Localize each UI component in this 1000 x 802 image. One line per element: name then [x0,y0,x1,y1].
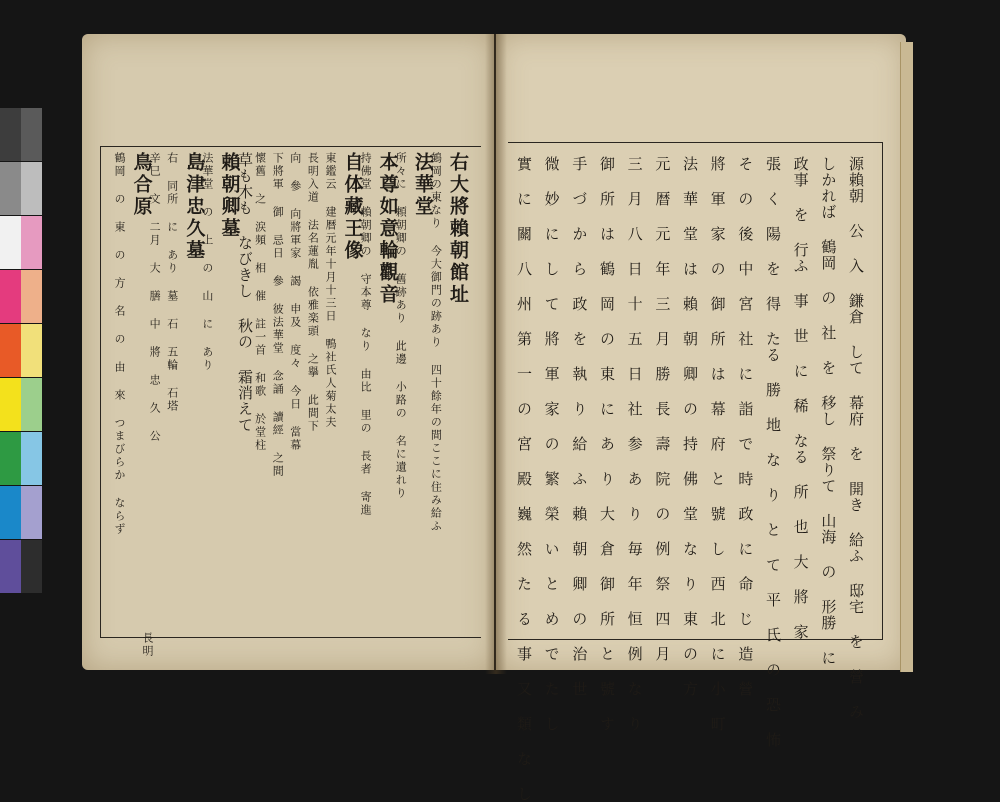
left-page-column: 草も木も なびきし 秋の 霜消えて [236,152,255,433]
color-swatch [0,162,21,215]
color-calibration-bar [0,108,42,598]
right-page-column: 將 軍 家 の 御 所 は 幕 府 と 號 し 西 北 に 小 町 [708,156,727,732]
right-page-column: しかれば 鶴岡 の 社 を 移し 祭りて 山海 の 形勝 に [819,156,838,666]
left-page-column: 鶴岡の東なり 今大御門の跡あり 四十餘年の間ここに住み給ふ [429,152,443,533]
right-page-column: 張 く 陽 を 得 たる 勝 地 な り と て 平 氏 の 恐 怖 [764,156,782,748]
open-book [82,34,912,802]
color-swatch [21,108,42,161]
color-swatch [0,270,21,323]
left-page-column: 自体藏王像 [341,152,364,262]
color-swatch [0,432,21,485]
right-page-column: 實 に 關 八 州 第 一 の 宮 殿 巍 然 た る 事 又 類 な し [515,156,533,802]
left-page-column: 本尊如意輪觀音 [376,152,399,306]
right-page-column: 元 暦 元 年 三 月 勝 長 壽 院 の 例 祭 四 月 [653,156,672,662]
right-page-column: 法 華 堂 は 賴 朝 卿 の 持 佛 堂 な り 東 の 方 [681,156,699,697]
right-page-column: 政事 を 行ふ 事 世 に 稀 なる 所 也 大 將 家 [791,156,810,640]
color-swatch [0,108,21,161]
left-page [82,34,494,670]
footnote: 長明 [141,632,154,658]
right-page-column: そ の 後 中 宮 社 に 詣 で 時 政 に 命 じ 造 營 [736,156,755,697]
color-swatch [21,270,42,323]
left-page-column: 鳥合原 [130,152,153,218]
right-page-column: 源賴朝 公 入 鎌倉 して 幕府 を 開き 給ふ 邸宅 を 營 み [847,156,865,720]
left-page-column: 鶴岡 の 東 の 方 名 の 由 來 つまびらか ならず [113,152,126,536]
color-swatch [21,432,42,485]
right-page-column: 手 づ か ら 政 を 執 り 給 ふ 賴 朝 卿 の 治 世 [570,156,589,697]
right-page-column: 御 所 は 鶴 岡 の 東 に あ り 大 倉 御 所 と 號 す [598,156,616,732]
color-swatch [21,162,42,215]
color-swatch [0,216,21,269]
left-page-column: 所々に 頼朝卿の 舊跡あり 此邊 小路の 名に遺れり [394,152,408,500]
color-swatch [0,324,21,377]
left-page-column: 向 參 向將軍家 謁 申及 度々 今日 當幕 [288,152,302,452]
left-page-column: 右大將賴朝館址 [447,152,469,306]
color-swatch [21,324,42,377]
left-page-column: 長明入道 法名蓮胤 依雅楽頭 之擧 此間下 [306,152,320,433]
left-page-column: 賴朝卿墓 [218,152,241,240]
left-page-column: 法華堂 [411,152,434,218]
left-page-column: 持佛堂 賴朝卿の 守本尊 なり 由比 里の 長者 寄進 [359,152,373,517]
color-swatch [21,540,42,593]
left-page-column: 島津忠久墓 [183,152,206,262]
left-page-column: 辛巳 文 二月 大 膳 中 將 忠 久 公 [148,152,162,443]
color-swatch [21,216,42,269]
left-page-column: 法華堂 の 上 の 山 に あり [200,152,214,372]
left-page-column: 懷舊 之 涙頻 相 催 註一首 和歌 於堂柱 [253,152,267,452]
page-stack-edge [900,42,913,672]
color-swatch [0,540,21,593]
right-page [496,34,906,802]
color-swatch [21,378,42,431]
right-page-column: 微 妙 に し て 將 軍 家 の 繁 榮 い と め で た し [542,156,561,732]
color-swatch [0,378,21,431]
color-swatch [21,486,42,539]
color-swatch [0,486,21,539]
left-page-column: 東鑑云 建暦元年十月十三日 鴨社氏人菊太夫 [323,152,337,429]
right-page-column: 三 月 八 日 十 五 日 社 参 あ り 毎 年 恒 例 な り [625,156,644,732]
left-page-column: 下將軍 御 忌日 參 彼法華堂 念誦 讀經 之間 [271,152,285,478]
left-page-column: 右 同所 に あり 墓 石 五輪 石塔 [165,152,179,413]
book-gutter [485,34,507,674]
